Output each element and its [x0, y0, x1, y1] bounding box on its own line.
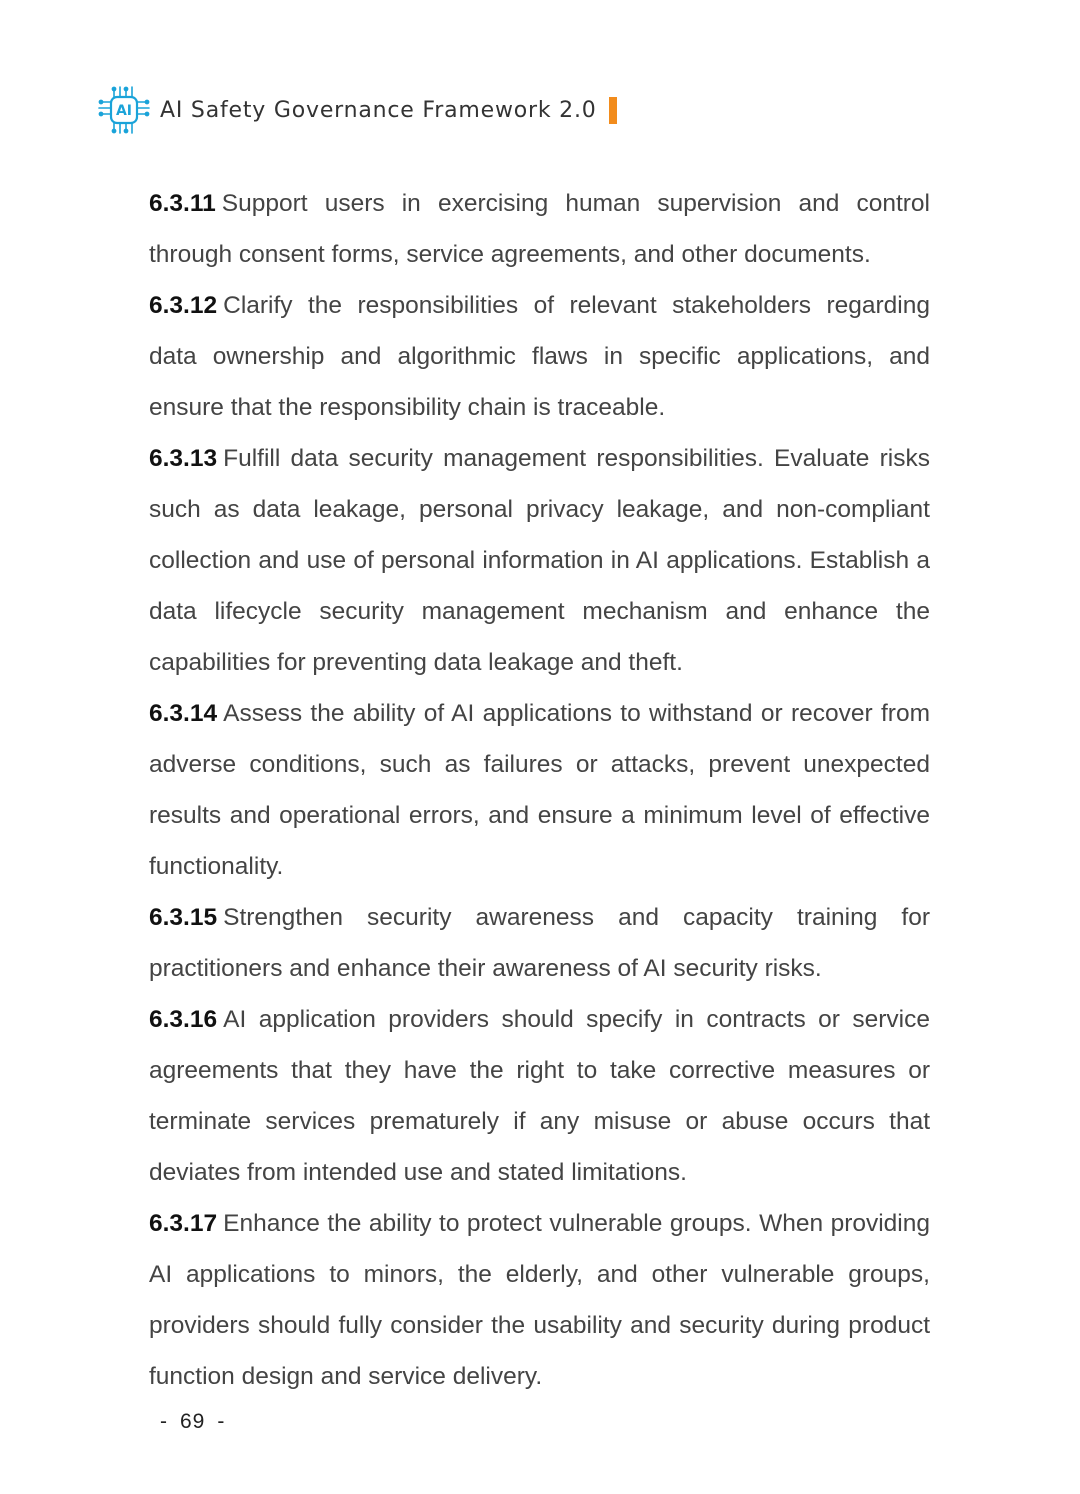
section-6-3-17: [149, 1198, 930, 1402]
section-6-3-11: [149, 178, 930, 280]
section-text: Support users in exercising human supervision and control through consent forms, service agreements, and other documents.: [149, 190, 930, 268]
section-number: 6.3.15: [149, 904, 218, 931]
document-title: AI Safety Governance Framework 2.0: [160, 97, 597, 123]
page-dash-right: -: [217, 1410, 226, 1433]
section-number: 6.3.12: [149, 292, 218, 319]
page-dash-left: -: [160, 1410, 168, 1433]
ai-chip-logo-icon: [98, 84, 150, 136]
logo-text: AI: [115, 103, 133, 119]
main-content: [149, 178, 930, 1402]
section-text: Strengthen security awareness and capacity training for practitioners and enhance their awareness of AI security risks.: [149, 904, 930, 982]
section-number: 6.3.16: [149, 1006, 218, 1033]
page-number-value: 69: [180, 1410, 206, 1433]
section-text: AI application providers should specify in contracts or service agreements that they have the right to take corrective measures or terminate services prematurely if any misuse or abuse occurs that deviates from intended use and stated limitations.: [149, 1006, 930, 1186]
section-6-3-16: [149, 994, 930, 1198]
section-6-3-14: [149, 688, 930, 892]
section-text: Clarify the responsibilities of relevant stakeholders regarding data ownership and algorithmic flaws in specific applications, and ensure that the responsibility chain is traceable.: [149, 292, 930, 421]
document-header: [98, 80, 617, 140]
section-text: Assess the ability of AI applications to withstand or recover from adverse conditions, such as failures or attacks, prevent unexpected results and operational errors, and ensure a minimum level of effective functionality.: [149, 700, 930, 880]
section-6-3-13: [149, 433, 930, 688]
section-6-3-12: [149, 280, 930, 433]
section-number: 6.3.11: [149, 190, 216, 217]
section-6-3-15: [149, 892, 930, 994]
section-number: 6.3.13: [149, 445, 218, 472]
section-text: Enhance the ability to protect vulnerable groups. When providing AI applications to minors, the elderly, and other vulnerable groups, providers should fully consider the usability and security during product function design and service delivery.: [149, 1210, 930, 1390]
section-number: 6.3.17: [149, 1210, 218, 1237]
section-number: 6.3.14: [149, 700, 218, 727]
page-number: [148, 1410, 237, 1434]
header-accent-bar: [609, 97, 617, 124]
section-text: Fulfill data security management responsibilities. Evaluate risks such as data leakage, personal privacy leakage, and non-compliant collection and use of personal information in AI applications. Establish a data lifecycle security management mechanism and enhance the capabilities for preventing data leakage and theft.: [149, 445, 930, 676]
